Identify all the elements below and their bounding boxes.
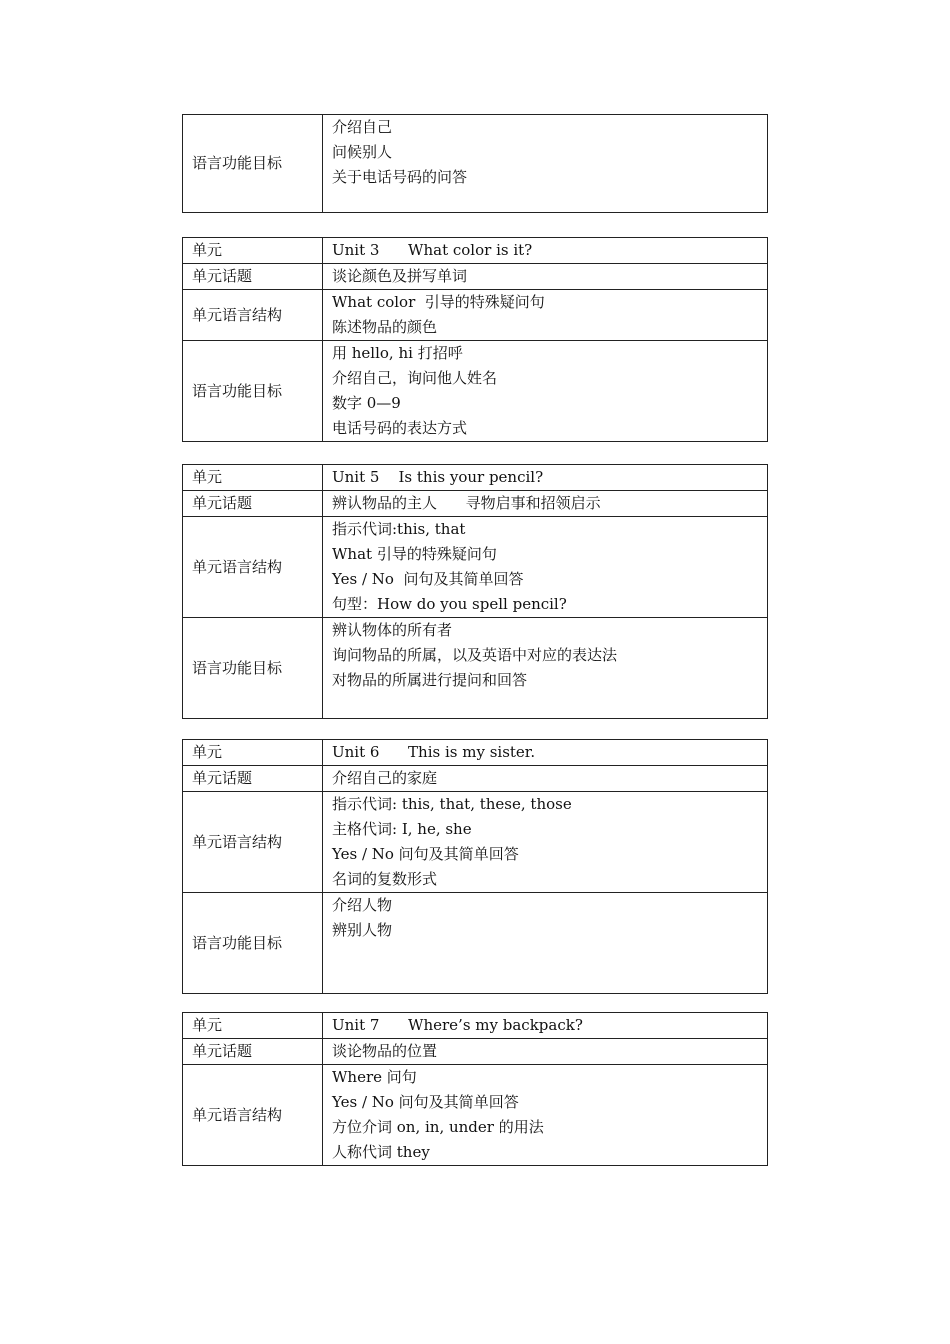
structure-line: Yes / No 问句及其简单回答 (332, 570, 524, 588)
function-label: 语言功能目标 (183, 115, 323, 213)
unit-6-table (182, 739, 768, 994)
function-content (323, 341, 768, 442)
unit-row (183, 740, 768, 766)
topic-content: 谈论物品的位置 (323, 1039, 768, 1065)
structure-line: Yes / No 问句及其简单回答 (332, 845, 519, 863)
topic-row (183, 491, 768, 517)
function-line: 问候别人 (332, 143, 393, 161)
function-line: 对物品的所属进行提问和回答 (332, 671, 528, 689)
unit-7-table (182, 1012, 768, 1166)
function-row (183, 893, 768, 994)
function-label: 语言功能目标 (183, 893, 323, 994)
structure-label: 单元语言结构 (183, 517, 323, 618)
structure-line: 陈述物品的颜色 (332, 318, 438, 336)
unit-5-table (182, 464, 768, 719)
unit-title: Unit 6 This is my sister. (323, 740, 768, 766)
structure-row (183, 517, 768, 618)
structure-line: 主格代词: I, he, she (332, 820, 472, 838)
unit-3-table (182, 237, 768, 442)
topic-label: 单元话题 (183, 1039, 323, 1065)
unit-label: 单元 (183, 238, 323, 264)
unit-title: Unit 3 What color is it? (323, 238, 768, 264)
function-content (323, 618, 768, 719)
unit-table-continued (182, 114, 768, 213)
function-line: 辨别人物 (332, 921, 393, 939)
function-label: 语言功能目标 (183, 341, 323, 442)
function-content (323, 893, 768, 994)
function-label: 语言功能目标 (183, 618, 323, 719)
structure-line: 句型：How do you spell pencil? (332, 595, 567, 613)
structure-content (323, 517, 768, 618)
structure-line: Yes / No 问句及其简单回答 (332, 1093, 519, 1111)
structure-row (183, 290, 768, 341)
structure-content (323, 290, 768, 341)
function-row (183, 341, 768, 442)
function-line: 辨认物体的所有者 (332, 621, 453, 639)
structure-content (323, 792, 768, 893)
structure-line: 指示代词:this, that (332, 520, 466, 538)
structure-line: Where 问句 (332, 1068, 417, 1086)
structure-label: 单元语言结构 (183, 792, 323, 893)
topic-content: 谈论颜色及拼写单词 (323, 264, 768, 290)
function-row (183, 618, 768, 719)
topic-row (183, 1039, 768, 1065)
structure-row (183, 792, 768, 893)
structure-content (323, 1065, 768, 1166)
unit-label: 单元 (183, 465, 323, 491)
structure-line: What 引导的特殊疑问句 (332, 545, 497, 563)
structure-line: 人称代词 they (332, 1143, 430, 1161)
structure-label: 单元语言结构 (183, 1065, 323, 1166)
topic-content: 介绍自己的家庭 (323, 766, 768, 792)
unit-label: 单元 (183, 740, 323, 766)
topic-label: 单元话题 (183, 491, 323, 517)
function-line: 介绍人物 (332, 896, 393, 914)
function-line: 询问物品的所属，以及英语中对应的表达法 (332, 646, 618, 664)
structure-line: 方位介词 on, in, under 的用法 (332, 1118, 544, 1136)
function-line: 用 hello, hi 打招呼 (332, 344, 463, 362)
unit-row (183, 1013, 768, 1039)
structure-line: 名词的复数形式 (332, 870, 438, 888)
function-line: 介绍自己，询问他人姓名 (332, 369, 498, 387)
function-line: 介绍自己 (332, 118, 393, 136)
unit-label: 单元 (183, 1013, 323, 1039)
structure-label: 单元语言结构 (183, 290, 323, 341)
structure-line: What color 引导的特殊疑问句 (332, 293, 545, 311)
structure-row (183, 1065, 768, 1166)
topic-label: 单元话题 (183, 264, 323, 290)
unit-row (183, 238, 768, 264)
topic-row (183, 766, 768, 792)
function-content (323, 115, 768, 213)
unit-title: Unit 5 Is this your pencil? (323, 465, 768, 491)
topic-content: 辨认物品的主人 寻物启事和招领启示 (323, 491, 768, 517)
unit-title: Unit 7 Where’s my backpack? (323, 1013, 768, 1039)
unit-row (183, 465, 768, 491)
topic-row (183, 264, 768, 290)
function-line: 关于电话号码的问答 (332, 168, 468, 186)
function-row (183, 115, 768, 213)
function-line: 数字 0—9 (332, 394, 401, 412)
function-line: 电话号码的表达方式 (332, 419, 468, 437)
topic-label: 单元话题 (183, 766, 323, 792)
structure-line: 指示代词: this, that, these, those (332, 795, 572, 813)
